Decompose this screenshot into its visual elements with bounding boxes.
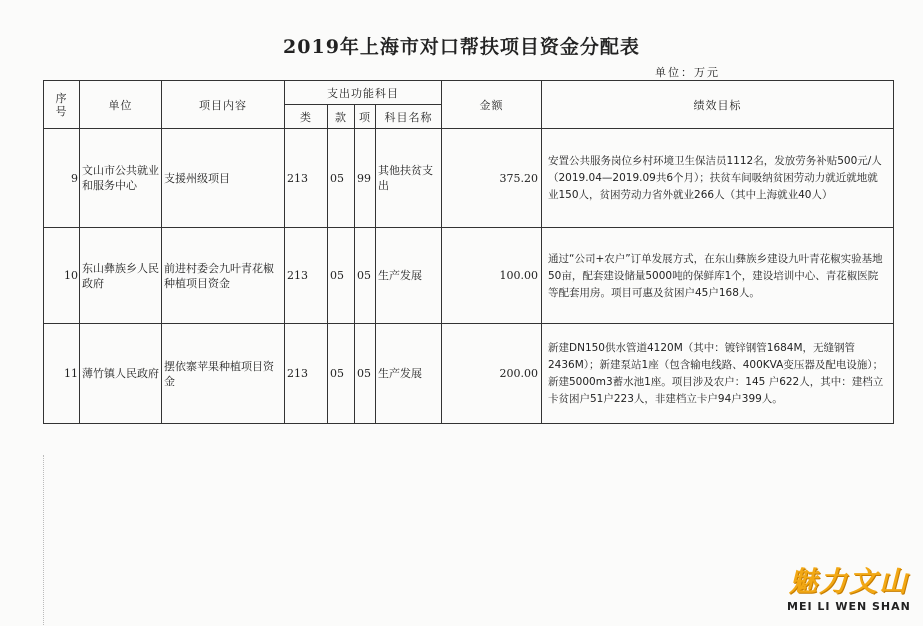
header-section: 款 xyxy=(328,105,355,129)
header-subject-group: 支出功能科目 xyxy=(285,81,442,105)
header-subject-name: 科目名称 xyxy=(376,105,442,129)
row-goal: 安置公共服务岗位乡村环境卫生保洁员1112名，发放劳务补贴500元/人（2019.04—2019.09共6个月）；扶贫车间吸纳贫困劳动力就近就地就业150人，贫困劳动力省外就业266人（其中上海就业40人） xyxy=(542,129,894,228)
row-amount: 375.20 xyxy=(442,129,542,228)
row-goal: 新建DN150供水管道4120M（其中：镀锌钢管1684M，无缝钢管2436M）；新建泵站1座（包含输电线路、400KVA变压器及配电设施）；新建5000m3蓄水池1座。项目涉及农户：145 户622人，其中：建档立卡贫困户51户223人，非建档立卡户94户399人。 xyxy=(542,324,894,424)
table-row xyxy=(44,228,894,324)
row-class: 213 xyxy=(285,228,328,324)
row-section: 05 xyxy=(328,228,355,324)
header-unit: 单位 xyxy=(80,81,162,129)
row-item: 05 xyxy=(355,324,376,424)
row-section: 05 xyxy=(328,324,355,424)
row-subject-name: 生产发展 xyxy=(376,324,442,424)
unit-label: 单位：万元 xyxy=(655,66,720,79)
header-seq: 序号 xyxy=(44,81,80,129)
row-seq: 11 xyxy=(44,324,80,424)
header-goal: 绩效目标 xyxy=(542,81,894,129)
row-item: 99 xyxy=(355,129,376,228)
row-project: 前进村委会九叶青花椒种植项目资金 xyxy=(162,228,285,324)
document-title: 2019年上海市对口帮扶项目资金分配表 xyxy=(283,36,640,58)
row-section: 05 xyxy=(328,129,355,228)
table-row xyxy=(44,324,894,424)
row-unit: 东山彝族乡人民政府 xyxy=(80,228,162,324)
row-project: 支援州级项目 xyxy=(162,129,285,228)
row-seq: 10 xyxy=(44,228,80,324)
row-class: 213 xyxy=(285,129,328,228)
header-project: 项目内容 xyxy=(162,81,285,129)
watermark-caption: MEI LI WEN SHAN xyxy=(787,600,911,613)
row-item: 05 xyxy=(355,228,376,324)
watermark-logo-text: 魅力文山 xyxy=(789,565,910,598)
header-item: 项 xyxy=(355,105,376,129)
row-subject-name: 其他扶贫支出 xyxy=(376,129,442,228)
allocation-table xyxy=(43,80,894,424)
row-amount: 100.00 xyxy=(442,228,542,324)
row-unit: 薄竹镇人民政府 xyxy=(80,324,162,424)
row-seq: 9 xyxy=(44,129,80,228)
table-row xyxy=(44,129,894,228)
row-subject-name: 生产发展 xyxy=(376,228,442,324)
row-class: 213 xyxy=(285,324,328,424)
header-amount: 金额 xyxy=(442,81,542,129)
header-class: 类 xyxy=(285,105,328,129)
row-unit: 文山市公共就业和服务中心 xyxy=(80,129,162,228)
row-project: 摆依寨苹果种植项目资金 xyxy=(162,324,285,424)
scan-margin-line xyxy=(43,455,45,625)
row-goal: 通过“公司+农户”订单发展方式，在东山彝族乡建设九叶青花椒实验基地50亩，配套建设储量5000吨的保鲜库1个，建设培训中心、青花椒医院等配套用房。项目可惠及贫困户45户168人。 xyxy=(542,228,894,324)
watermark-logo xyxy=(783,560,913,620)
row-amount: 200.00 xyxy=(442,324,542,424)
